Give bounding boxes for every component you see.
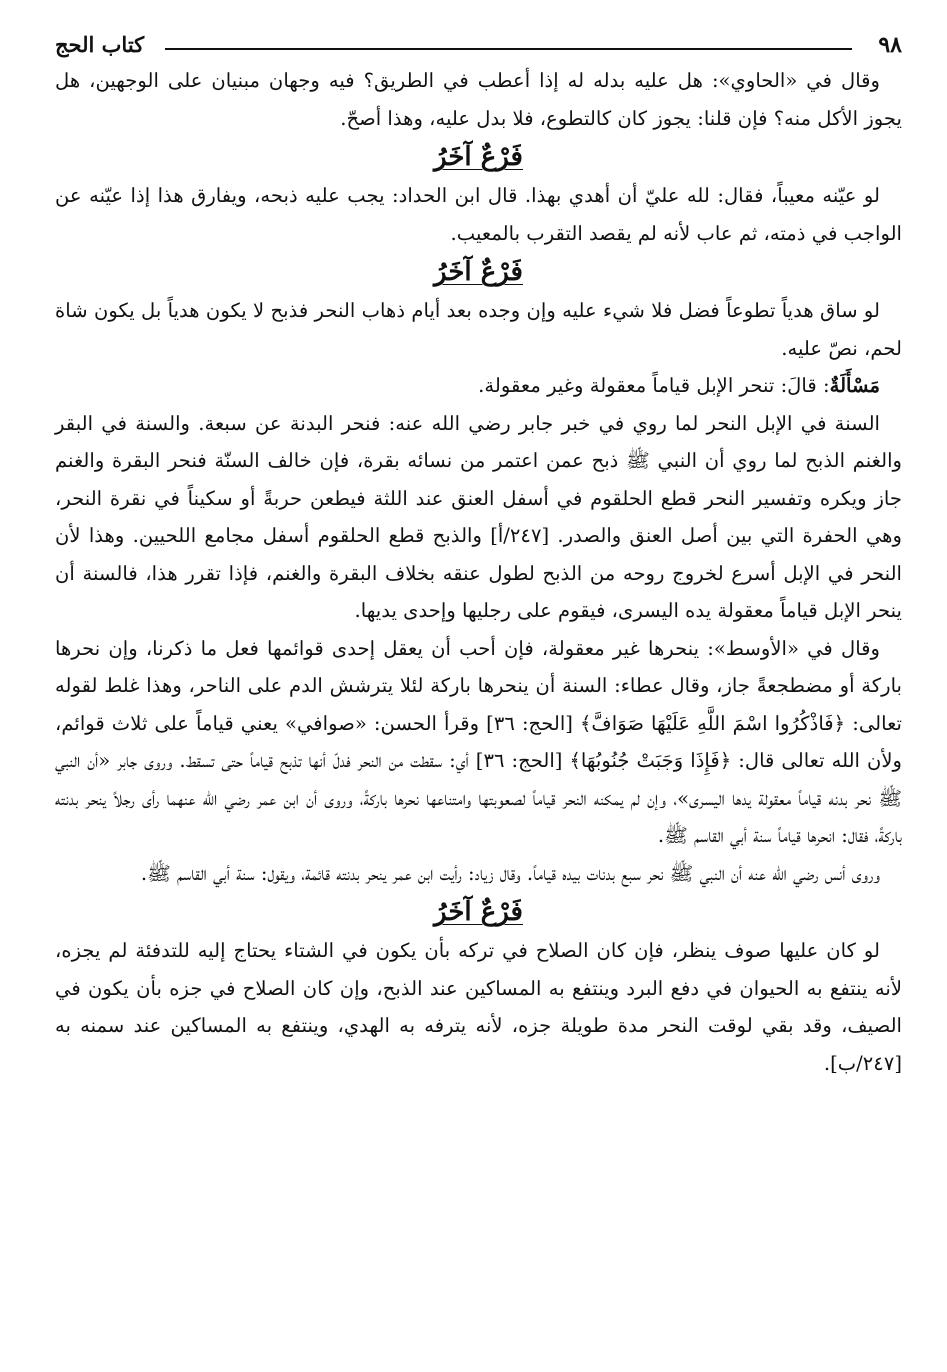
masala-text: : قالَ: تنحر الإبل قياماً معقولة وغير معقولة. (478, 374, 830, 397)
paragraph-1: وقال في «الحاوي»: هل عليه بدله له إذا أعطب في الطريق؟ فيه وجهان مبنيان على الوجهين، هل يجوز الأكل منه؟ فإن قلنا: يجوز كان كالتطوع، فلا بدل عليه، وهذا أصحّ. (55, 69, 902, 130)
paragraph-5: وقال في «الأوسط»: ينحرها غير معقولة، فإن أحب أن يعقل إحدى قوائمها فعل ما ذكرنا، وإن نحرها باركة أو مضطجعةً جاز، وقال عطاء: السنة أن ينحرها باركة لئلا يترشش الدم على الناحر، وهذا غلط لقوله تعالى: ﴿فَاذْكُرُوا اسْمَ اللَّهِ عَلَيْهَا صَوَافَّ﴾ [الحج: ٣٦] وقرأ الحسن: «صوافي» يعني قياماً على ثلاث قوائم، ولأن الله تعالى قال: ﴿فَإِذَا وَجَبَتْ جُنُوبُهَا﴾ [الحج: ٣٦] أي: سقطت من النحر فدلّ أنها تذبح قياماً حتى تسقط. وروى جابر «أن النبي ﷺ نحر بدنه قياماً معقولة يدها اليسرى»، وإن لم يمكنه النحر قياماً لصعوبتها وامتناعها نحرها باركةً، وروى أن ابن عمر رضي الله عنهما رأى رجلاً ينحر بدنته باركةً، فقال: انحرها قياماً سنة أبي القاسم ﷺ. (55, 636, 903, 847)
book-title: كتاب الحج (55, 32, 145, 57)
paragraph-7: لو كان عليها صوف ينظر، فإن كان الصلاح في تركه بأن يكون في الشتاء يحتاج إليه للتدفئة لم يجزه، لأنه ينتفع به الحيوان في دفع البرد وينتفع به المساكين عند الذبح، وإن كان الصلاح في جزه بأن يكون في الصيف، وقد بقي لوقت النحر مدة طويلة جزه، لأنه يترفه به الهدي، وينتفع به المساكين عند سمنه به [٢٤٧/ب]. (55, 939, 902, 1075)
masala-line (55, 367, 902, 405)
page-number: ٩٨ (878, 32, 902, 58)
section-heading-2: فَرْعٌ آخَرُ (434, 257, 523, 287)
masala-label: مَسْأَلَةٌ (829, 374, 880, 397)
paragraph-3: لو ساق هدياً تطوعاً فضل فلا شيء عليه وإن وجده بعد أيام ذهاب النحر فذبح لا يكون هدياً بل يكون شاة لحم، نصّ عليه. (55, 299, 902, 360)
paragraph-6: وروى أنس رضي الله عنه أن النبي ﷺ نحر سبع بدنات بيده قياماً. وقال زياد: رأيت ابن عمر ينحر بدنته قائمة، ويقول: سنة أبي القاسم ﷺ. (140, 861, 880, 885)
page-header (55, 28, 902, 62)
section-heading-1: فَرْعٌ آخَرُ (434, 142, 523, 172)
paragraph-2: لو عيّنه معيباً، فقال: لله عليّ أن أهدي بهذا. قال ابن الحداد: يجب عليه ذبحه، ويفارق هذا إذا عيّنه عن الواجب في ذمته، ثم عاب لأنه لم يقصد التقرب بالمعيب. (55, 184, 902, 245)
section-heading-3: فَرْعٌ آخَرُ (434, 897, 523, 927)
paragraph-4: السنة في الإبل النحر لما روي في خبر جابر رضي الله عنه: فنحر البدنة عن سبعة. والسنة في البقر والغنم الذبح لما روي أن النبي ﷺ ذبح عمن اعتمر من نسائه بقرة، فإن خالف السنّة فنحر البقرة والغنم جاز ويكره وتفسير النحر قطع الحلقوم في أسفل العنق عند اللثة فيطعن حربةً أو سكيناً في نقرة النحر، وهي الحفرة التي بين أصل العنق والصدر. [٢٤٧/أ] والذبح قطع الحلقوم أسفل مجامع اللحيين. وهذا لأن النحر في الإبل أسرع لخروج روحه من الذبح لطول عنقه بخلاف البقرة والغنم، فإذا تقرر هذا، فالسنة أن ينحر الإبل قياماً معقولة يده اليسرى، فيقوم على رجليها وإحدى يديها. (55, 411, 903, 622)
book-page (55, 28, 902, 1348)
header-rule (165, 48, 852, 50)
